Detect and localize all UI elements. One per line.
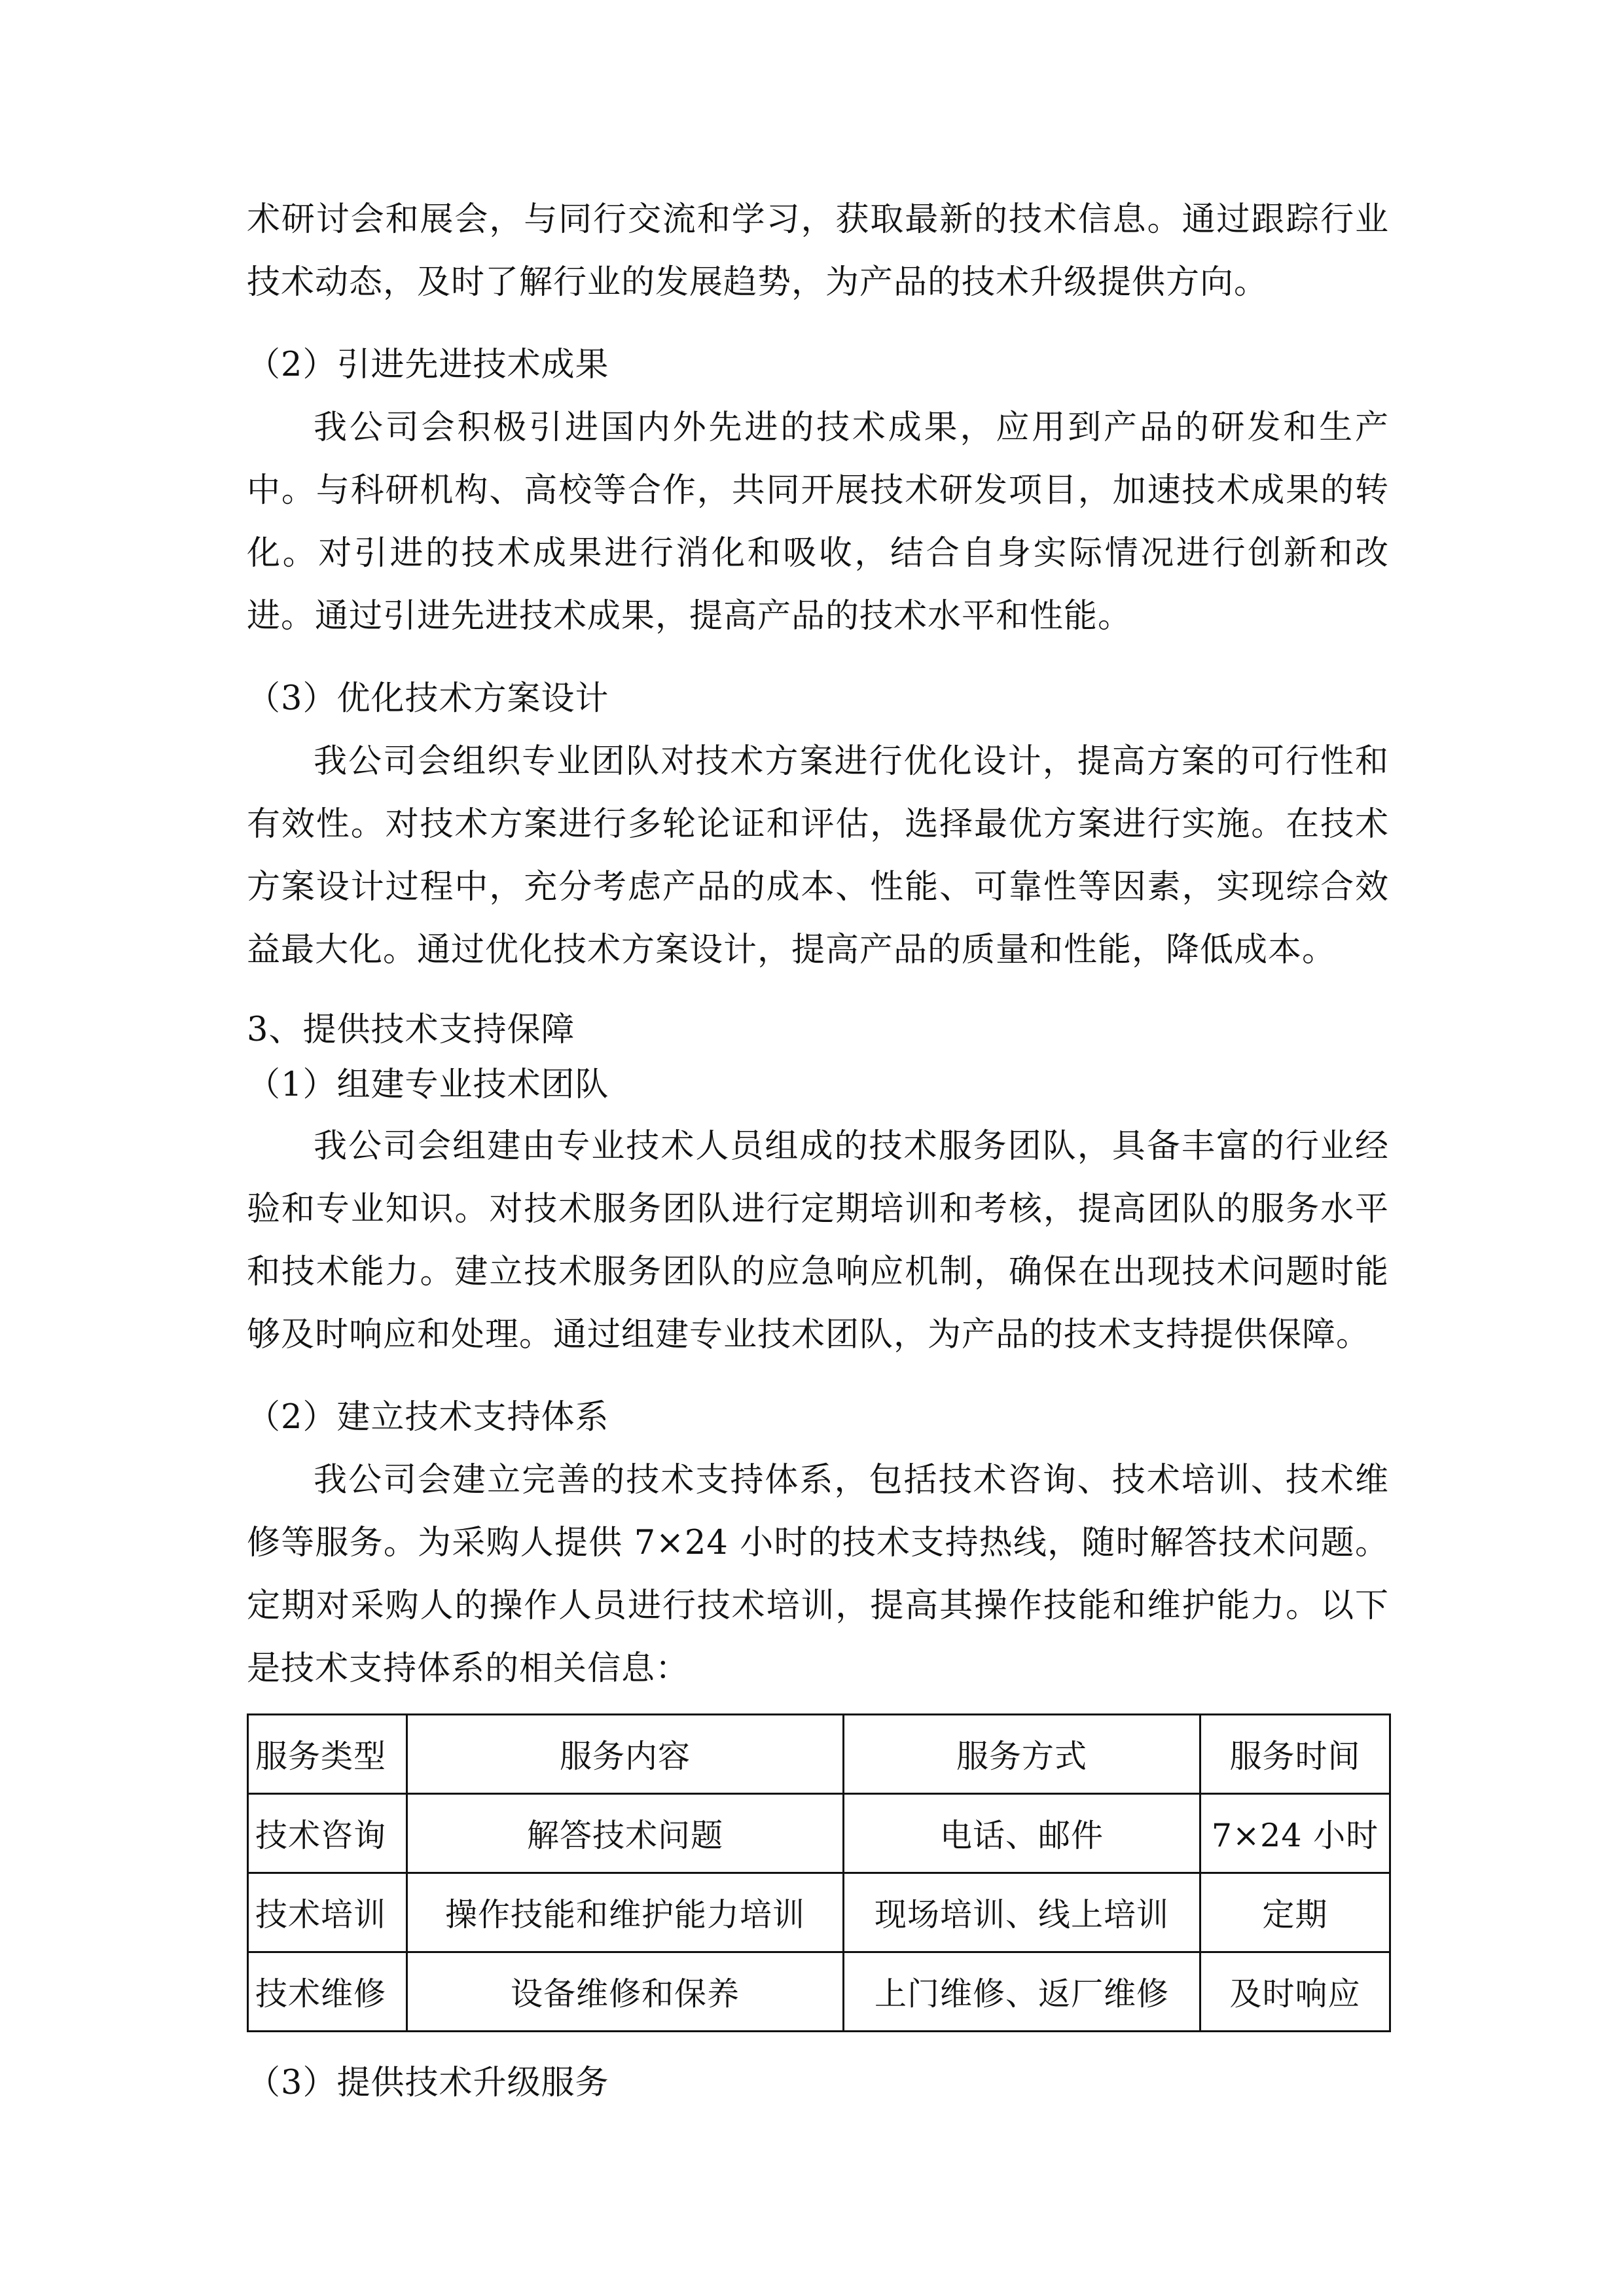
paragraph-optimize-tech-plan (247, 730, 1389, 982)
table-cell: 7×24 小时 (1200, 1794, 1390, 1873)
table-cell: 电话、邮件 (844, 1794, 1200, 1873)
table-cell: 现场培训、线上培训 (844, 1873, 1200, 1952)
heading-text: （3）优化技术方案设计 (247, 679, 609, 718)
header-cell: 服务时间 (1200, 1715, 1390, 1794)
table-row (248, 1952, 1390, 2032)
paragraph-introduce-advanced-tech (247, 397, 1389, 648)
heading-introduce-advanced-tech (247, 334, 1389, 397)
paragraph-text: 我公司会建立完善的技术支持体系，包括技术咨询、技术培训、技术维修等服务。为采购人提供 7×24 小时的技术支持热线，随时解答技术问题。定期对采购人的操作人员进行技术培训，提高其操作技能和维护能力。以下是技术支持体系的相关信息： (247, 1461, 1389, 1688)
table-header-row (248, 1715, 1390, 1794)
heading-text: （3）提供技术升级服务 (247, 2064, 609, 2102)
heading-text: （2）引进先进技术成果 (247, 346, 609, 384)
tech-support-table (247, 1713, 1389, 2032)
paragraph-text: 术研讨会和展会，与同行交流和学习，获取最新的技术信息。通过跟踪行业技术动态，及时了解行业的发展趋势，为产品的技术升级提供方向。 (247, 200, 1389, 302)
table-row (248, 1794, 1390, 1873)
heading-text: （2）建立技术支持体系 (247, 1398, 609, 1437)
paragraph-tech-tracking-continued (247, 188, 1389, 314)
paragraph-tech-support-system (247, 1449, 1389, 1700)
paragraph-text: 我公司会积极引进国内外先进的技术成果，应用到产品的研发和生产中。与科研机构、高校等合作，共同开展技术研发项目，加速技术成果的转化。对引进的技术成果进行消化和吸收，结合自身实际情况进行创新和改进。通过引进先进技术成果，提高产品的技术水平和性能。 (247, 408, 1389, 636)
table-cell: 操作技能和维护能力培训 (407, 1873, 844, 1952)
table-cell: 设备维修和保养 (407, 1952, 844, 2032)
table-cell: 技术维修 (248, 1952, 407, 2032)
heading-build-tech-team (247, 1054, 1389, 1117)
table-cell: 技术培训 (248, 1873, 407, 1952)
table-cell: 及时响应 (1200, 1952, 1390, 2032)
heading-tech-upgrade-service (247, 2052, 1389, 2115)
paragraph-text: 我公司会组织专业团队对技术方案进行优化设计，提高方案的可行性和有效性。对技术方案进行多轮论证和评估，选择最优方案进行实施。在技术方案设计过程中，充分考虑产品的成本、性能、可靠性等因素，实现综合效益最大化。通过优化技术方案设计，提高产品的质量和性能，降低成本。 (247, 742, 1389, 969)
paragraph-text: 我公司会组建由专业技术人员组成的技术服务团队，具备丰富的行业经验和专业知识。对技术服务团队进行定期培训和考核，提高团队的服务水平和技术能力。建立技术服务团队的应急响应机制，确保在出现技术问题时能够及时响应和处理。通过组建专业技术团队，为产品的技术支持提供保障。 (247, 1127, 1389, 1354)
header-cell: 服务方式 (844, 1715, 1200, 1794)
table-row (248, 1873, 1390, 1952)
heading-tech-support-system (247, 1386, 1389, 1449)
heading-text: 3、提供技术支持保障 (247, 1011, 575, 1049)
header-cell: 服务类型 (248, 1715, 407, 1794)
heading-text: （1）组建专业技术团队 (247, 1066, 609, 1104)
header-cell: 服务内容 (407, 1715, 844, 1794)
heading-section-3 (247, 999, 1389, 1062)
table-cell: 定期 (1200, 1873, 1390, 1952)
table-cell: 上门维修、返厂维修 (844, 1952, 1200, 2032)
table-cell: 技术咨询 (248, 1794, 407, 1873)
paragraph-build-tech-team (247, 1115, 1389, 1367)
table-cell: 解答技术问题 (407, 1794, 844, 1873)
service-table (247, 1713, 1391, 2032)
heading-optimize-tech-plan (247, 668, 1389, 730)
